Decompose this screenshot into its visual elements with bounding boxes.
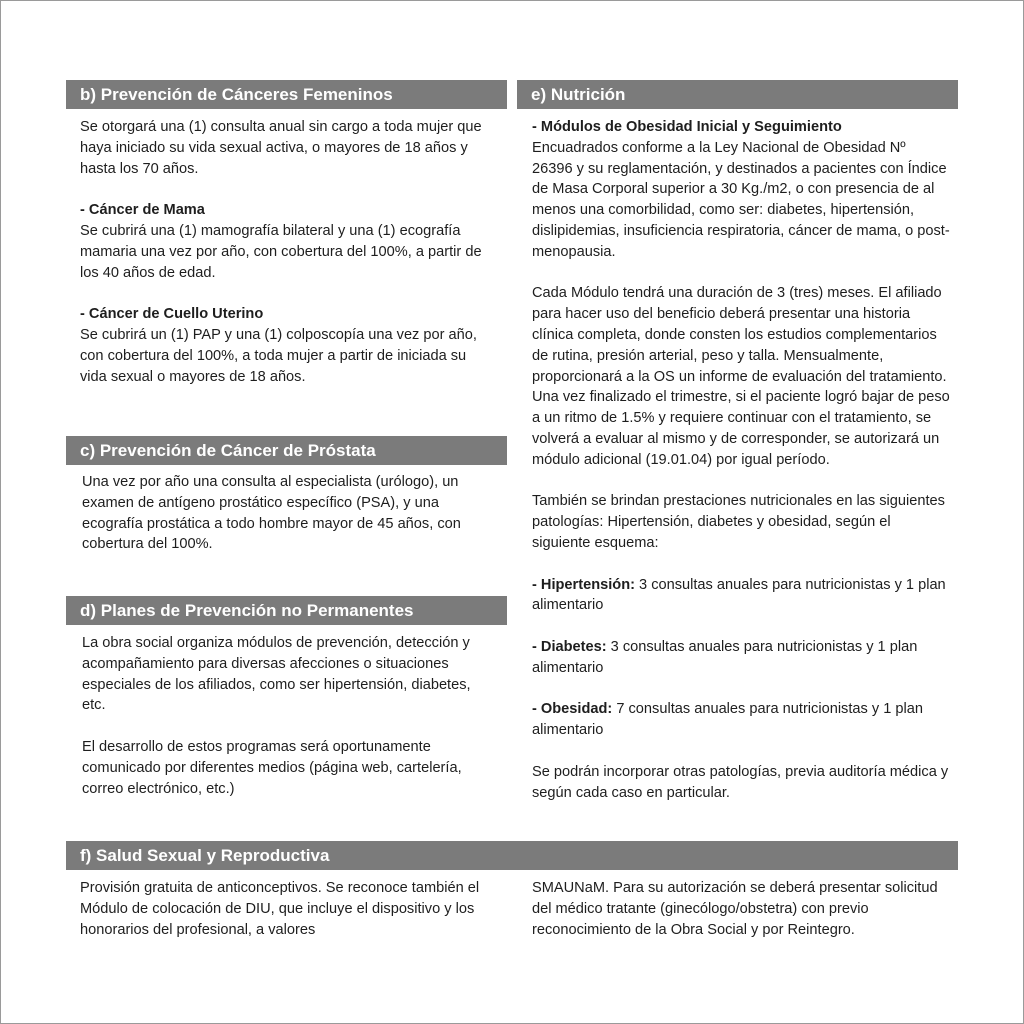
cancer-cuello-title: - Cáncer de Cuello Uterino: [80, 306, 264, 323]
section-d-text2: El desarrollo de estos programas será oportunamente comunicado por diferentes medios (página web, cartelería, correo electrónico, etc.): [82, 738, 462, 797]
section-f-header: f) Salud Sexual y Reproductiva: [66, 841, 958, 870]
diabetes-item: [532, 637, 950, 679]
section-b-body: [80, 117, 495, 387]
modulos-obesidad-title: - Módulos de Obesidad Inicial y Seguimiento: [532, 119, 842, 135]
section-e-header: e) Nutrición: [517, 80, 958, 109]
section-b-header: b) Prevención de Cánceres Femeninos: [66, 80, 507, 109]
section-f-right-body: [532, 878, 950, 940]
otras-patologias-text: Se podrán incorporar otras patologías, previa auditoría médica y según cada caso en particular.: [532, 763, 949, 801]
modulos-obesidad-text: Encuadrados conforme a la Ley Nacional de Obesidad Nº 26396 y su reglamentación, y destinados a pacientes con Índice de Masa Corporal superior a 30 Kg./m2, o con presencia de al menos una comorbilidad, como ser: diabetes, hipertensión, dislipidemias, insuficiencia respiratoria, cáncer de mama, o post-menopausia.: [532, 139, 950, 260]
section-f-left-body: [80, 878, 495, 940]
cancer-cuello-text: Se cubrirá un (1) PAP y una (1) colposcopía una vez por año, con cobertura del 100%, a toda mujer a partir de iniciada su vida sexual o mayores de 18 años.: [80, 326, 477, 385]
section-e-body: [532, 117, 950, 803]
obesidad-item: [532, 699, 950, 741]
section-d-body: [82, 633, 497, 799]
obesidad-text: 7 consultas anuales para nutricionistas y 1 plan alimentario: [532, 701, 923, 739]
section-d-text1: La obra social organiza módulos de prevención, detección y acompañamiento para diversas afecciones o situaciones especiales de los afiliados, como ser hipertensión, diabetes, etc.: [82, 635, 471, 714]
tambien-text: También se brindan prestaciones nutricionales en las siguientes patologías: Hipertensión, diabetes y obesidad, según el siguiente esquema:: [532, 493, 945, 551]
section-c-text: Una vez por año una consulta al especialista (urólogo), un examen de antígeno prostático específico (PSA), y una ecografía prostática a todo hombre mayor de 45 años, con cobertura del 100%.: [82, 474, 461, 553]
section-b-intro: Se otorgará una (1) consulta anual sin cargo a toda mujer que haya iniciado su vida sexual activa, o mayores de 18 años y hasta los 70 años.: [80, 119, 482, 177]
obesidad-label: - Obesidad:: [532, 701, 613, 718]
hipertension-item: [532, 575, 950, 617]
section-d-header: d) Planes de Prevención no Permanentes: [66, 596, 507, 625]
cancer-mama-title: - Cáncer de Mama: [80, 202, 205, 219]
hipertension-text: 3 consultas anuales para nutricionistas y 1 plan alimentario: [532, 576, 946, 614]
cancer-mama-text: Se cubrirá una (1) mamografía bilateral y una (1) ecografía mamaria una vez por año, con cobertura del 100%, a partir de los 40 años de edad.: [80, 222, 482, 281]
section-f-left-text: Provisión gratuita de anticonceptivos. Se reconoce también el Módulo de colocación de DIU, que incluye el dispositivo y los honorarios del profesional, a valores: [80, 880, 480, 938]
hipertension-label: - Hipertensión:: [532, 576, 635, 593]
cada-modulo-text: Cada Módulo tendrá una duración de 3 (tres) meses. El afiliado para hacer uso del beneficio deberá presentar una historia clínica completa, donde consten los estudios complementarios de rutina, presión arterial, peso y talla. Mensualmente, proporcionará a la OS un informe de evaluación del tratamiento. Una vez finalizado el trimestre, si el paciente logró bajar de peso a un ritmo de 1.5% y requiere continuar con el tratamiento, se volverá a evaluar al mismo y de corresponder, se autorizará un módulo adicional (19.01.04) por igual período.: [532, 285, 950, 468]
diabetes-text: 3 consultas anuales para nutricionistas y 1 plan alimentario: [532, 638, 918, 676]
diabetes-label: - Diabetes:: [532, 638, 607, 655]
section-c-header: c) Prevención de Cáncer de Próstata: [66, 436, 507, 465]
section-f-right-text: SMAUNaM. Para su autorización se deberá presentar solicitud del médico tratante (ginecólogo/obstetra) con previo reconocimiento de la Obra Social y por Reintegro.: [532, 880, 938, 938]
section-c-body: [82, 472, 502, 555]
